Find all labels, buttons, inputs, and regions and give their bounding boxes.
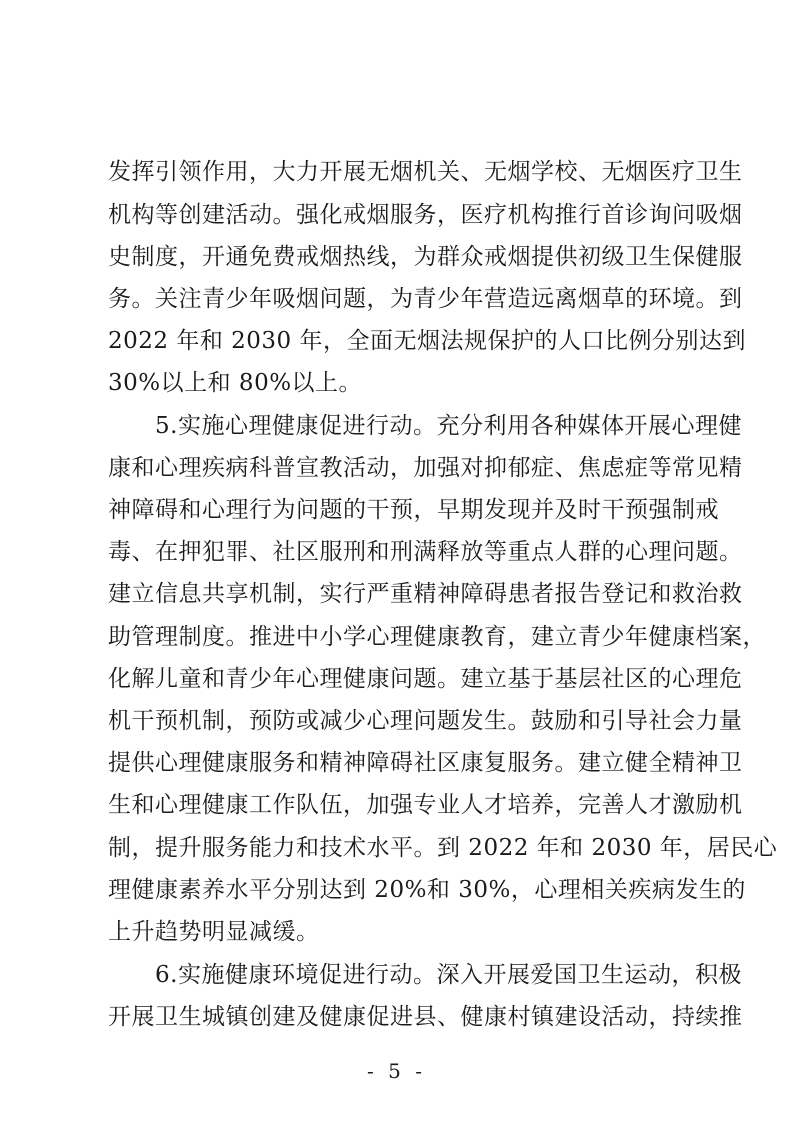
text-line: 毒、在押犯罪、社区服刑和刑满释放等重点人群的心理问题。 [108, 539, 743, 565]
text-line: 30%以上和 80%以上。 [108, 370, 363, 396]
text-line: 化解儿童和青少年心理健康问题。建立基于基层社区的心理危 [108, 666, 743, 692]
text-line: 建立信息共享机制，实行严重精神障碍患者报告登记和救治救 [108, 581, 743, 607]
paragraph-start-line: 6.实施健康环境促进行动。深入开展爱国卫生运动，积极 [155, 962, 742, 988]
text-line: 开展卫生城镇创建及健康促进县、健康村镇建设活动，持续推 [108, 1004, 743, 1030]
text-line: 机构等创建活动。强化戒烟服务，医疗机构推行首诊询问吸烟 [108, 202, 743, 228]
text-line: 生和心理健康工作队伍，加强专业人才培养，完善人才激励机 [108, 792, 743, 818]
text-line: 发挥引领作用，大力开展无烟机关、无烟学校、无烟医疗卫生 [108, 159, 743, 185]
text-line: 务。关注青少年吸烟问题，为青少年营造远离烟草的环境。到 [108, 286, 743, 312]
text-line: 机干预机制，预防或减少心理问题发生。鼓励和引导社会力量 [108, 708, 743, 734]
text-line: 2022 年和 2030 年，全面无烟法规保护的人口比例分别达到 [108, 328, 746, 354]
text-line: 助管理制度。推进中小学心理健康教育，建立青少年健康档案， [108, 624, 766, 650]
text-line: 上升趋势明显减缓。 [108, 919, 320, 945]
paragraph-start-line: 5.实施心理健康促进行动。充分利用各种媒体开展心理健 [155, 413, 742, 439]
text-line: 史制度，开通免费戒烟热线，为群众戒烟提供初级卫生保健服 [108, 244, 743, 270]
page-number: - 5 - [367, 1059, 426, 1083]
text-line: 制，提升服务能力和技术水平。到 2022 年和 2030 年，居民心 [108, 835, 778, 861]
text-line: 神障碍和心理行为问题的干预，早期发现并及时干预强制戒 [108, 497, 719, 523]
text-line: 理健康素养水平分别达到 20%和 30%，心理相关疾病发生的 [108, 877, 746, 903]
text-line: 康和心理疾病科普宣教活动，加强对抑郁症、焦虑症等常见精 [108, 455, 743, 481]
text-line: 提供心理健康服务和精神障碍社区康复服务。建立健全精神卫 [108, 750, 743, 776]
